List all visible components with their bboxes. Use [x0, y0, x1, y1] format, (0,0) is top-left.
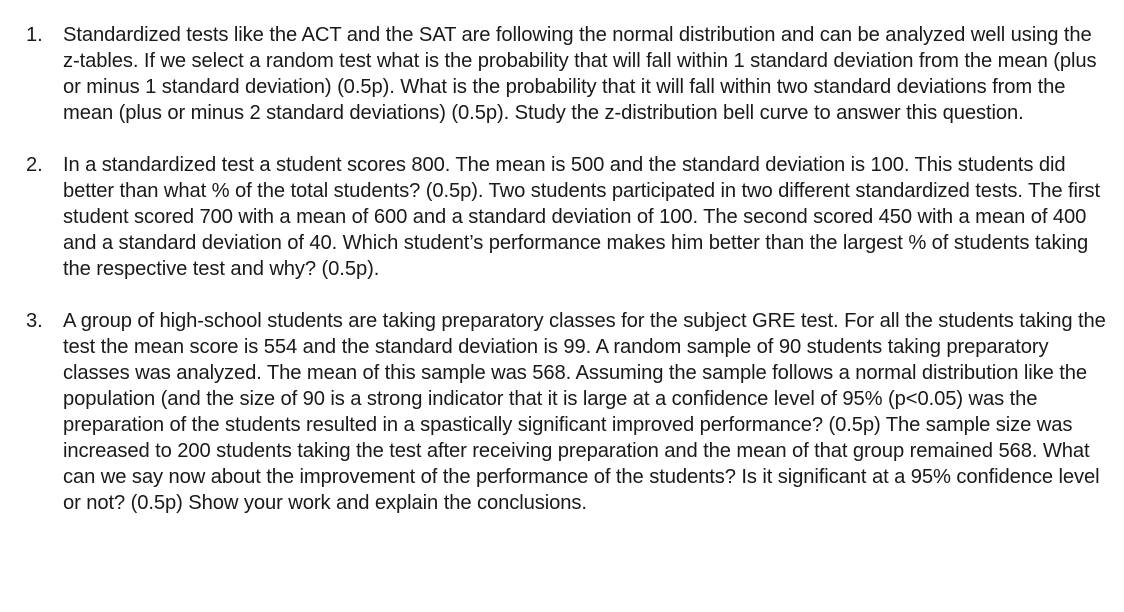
question-number: 1. — [26, 24, 43, 46]
question-item-3 — [0, 308, 1124, 516]
question-number: 2. — [26, 154, 43, 176]
question-text: Standardized tests like the ACT and the SAT are following the normal distribution and can be analyzed well using the z-tables. If we select a random test what is the probability that will fall within 1 standard deviation from the mean (plus or minus 1 standard deviation) (0.5p). What is the probability that it will fall within two standard deviations from the mean (plus or minus 2 standard deviations) (0.5p). Study the z-distribution bell curve to answer this question. — [63, 24, 1097, 124]
question-item-1 — [0, 22, 1124, 126]
question-list — [0, 22, 1124, 516]
question-number: 3. — [26, 310, 43, 332]
question-text: In a standardized test a student scores 800. The mean is 500 and the standard deviation is 100. This students did better than what % of the total students? (0.5p). Two students participated in two different standardized tests. The first student scored 700 with a mean of 600 and a standard deviation of 100. The second scored 450 with a mean of 400 and a standard deviation of 40. Which student’s performance makes him better than the largest % of students taking the respective test and why? (0.5p). — [63, 154, 1101, 280]
question-item-2 — [0, 152, 1124, 282]
question-text: A group of high-school students are taking preparatory classes for the subject GRE test. For all the students taking the test the mean score is 554 and the standard deviation is 99. A random sample of 90 students taking preparatory classes was analyzed. The mean of this sample was 568. Assuming the sample follows a normal distribution like the population (and the size of 90 is a strong indicator that it is large at a confidence level of 95% (p<0.05) was the preparation of the students resulted in a spastically significant improved performance? (0.5p) The sample size was increased to 200 students taking the test after receiving preparation and the mean of that group remained 568. What can we say now about the improvement of the performance of the students? Is it significant at a 95% confidence level or not? (0.5p) Show your work and explain the conclusions. — [63, 310, 1106, 514]
